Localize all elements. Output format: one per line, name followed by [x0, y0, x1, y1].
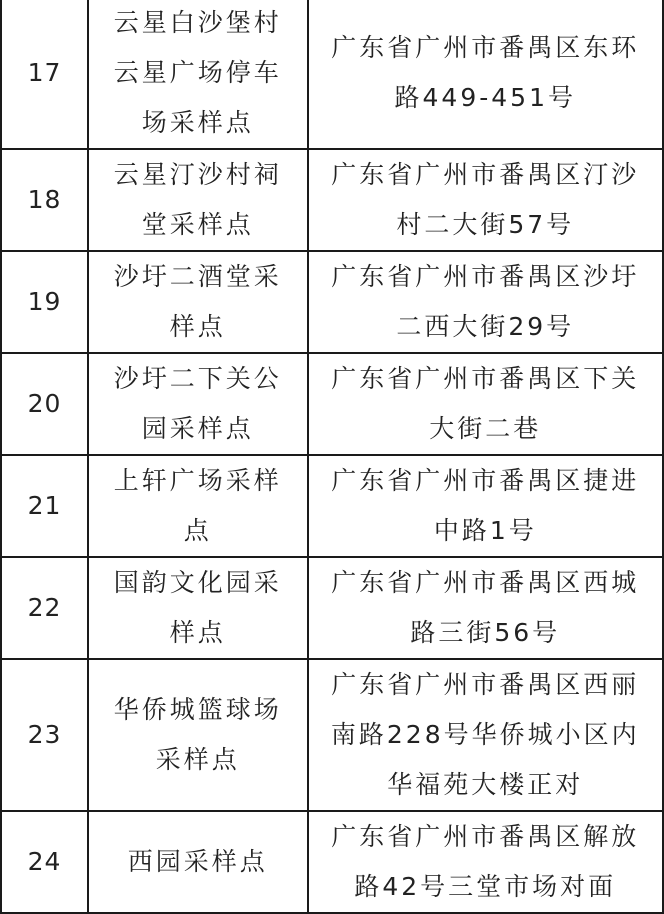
site-name: 国韵文化园采样点: [113, 568, 282, 647]
site-name-cell: [88, 149, 308, 251]
site-address-cell: [308, 557, 663, 659]
site-address: 广东省广州市番禺区东环路449-451号: [331, 33, 640, 112]
table-row: [1, 811, 663, 913]
site-name-cell: [88, 353, 308, 455]
site-name-cell: [88, 659, 308, 811]
site-address-cell: [308, 811, 663, 913]
site-name: 云星白沙堡村云星广场停车场采样点: [113, 8, 282, 137]
site-name: 沙圩二下关公园采样点: [113, 364, 282, 443]
row-number: 17: [1, 0, 88, 149]
site-address-cell: [308, 149, 663, 251]
table-row: [1, 659, 663, 811]
site-name-cell: [88, 455, 308, 557]
site-address-cell: [308, 251, 663, 353]
table-row: [1, 149, 663, 251]
table-row: [1, 557, 663, 659]
site-name-cell: [88, 557, 308, 659]
row-number: 18: [1, 149, 88, 251]
table-row: [1, 251, 663, 353]
row-number: 22: [1, 557, 88, 659]
site-name: 沙圩二酒堂采样点: [113, 262, 282, 341]
site-address: 广东省广州市番禺区沙圩二西大街29号: [331, 262, 640, 341]
site-name: 云星汀沙村祠堂采样点: [113, 160, 282, 239]
row-number: 19: [1, 251, 88, 353]
site-name-cell: [88, 811, 308, 913]
site-name-cell: [88, 251, 308, 353]
site-address: 广东省广州市番禺区捷进中路1号: [331, 466, 640, 545]
table-row: [1, 0, 663, 149]
site-address-cell: [308, 0, 663, 149]
site-address-cell: [308, 353, 663, 455]
row-number: 23: [1, 659, 88, 811]
row-number: 20: [1, 353, 88, 455]
row-number: 24: [1, 811, 88, 913]
site-address: 广东省广州市番禺区西城路三街56号: [331, 568, 640, 647]
table-row: [1, 455, 663, 557]
site-name: 上轩广场采样点: [113, 466, 282, 545]
row-number: 21: [1, 455, 88, 557]
site-name-cell: [88, 0, 308, 149]
site-address: 广东省广州市番禺区下关大街二巷: [331, 364, 640, 443]
site-address-cell: [308, 659, 663, 811]
site-name: 华侨城篮球场采样点: [113, 695, 282, 774]
site-address: 广东省广州市番禺区西丽南路228号华侨城小区内华福苑大楼正对: [330, 670, 640, 799]
site-address: 广东省广州市番禺区解放路42号三堂市场对面: [331, 822, 640, 901]
site-address: 广东省广州市番禺区汀沙村二大街57号: [331, 160, 640, 239]
site-address-cell: [308, 455, 663, 557]
table-row: [1, 353, 663, 455]
site-name: 西园采样点: [127, 847, 268, 876]
